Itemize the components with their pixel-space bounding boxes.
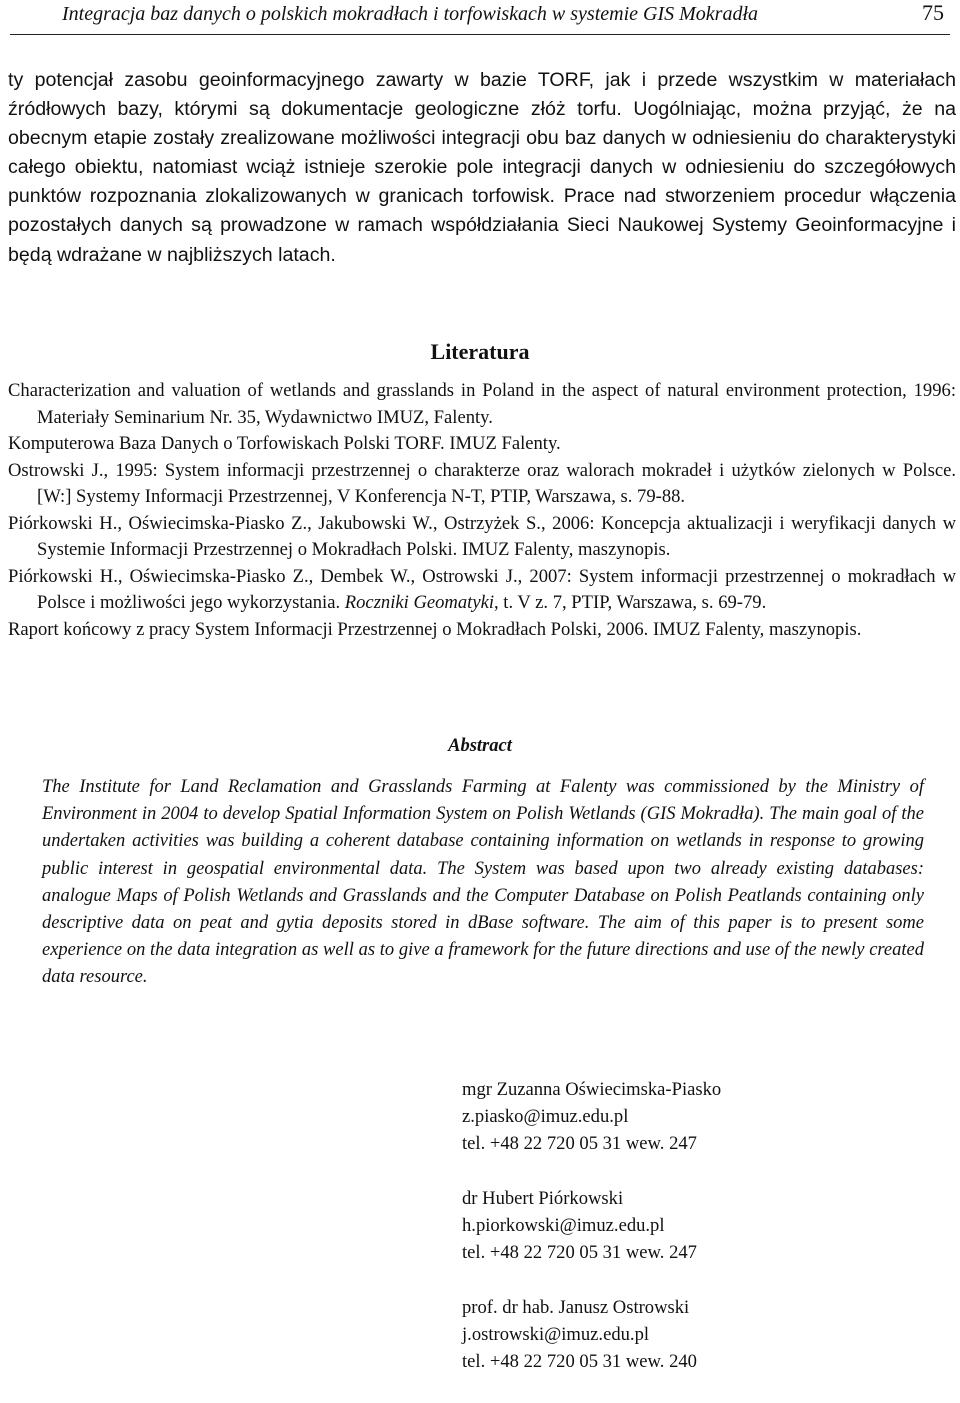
author-phone: tel. +48 22 720 05 31 wew. 247 <box>462 1133 697 1154</box>
reference-list <box>8 378 956 643</box>
reference-item <box>8 511 956 564</box>
reference-item <box>8 617 956 644</box>
body-paragraph: ty potencjał zasobu geoinformacyjnego zawarty w bazie TORF, jak i przede wszystkim w materiałach źródłowych bazy, którymi są dokumentacje geologiczne złóż torfu. Uogólniając, można przyjąć, że na obecnym etapie zostały zrealizowane możliwości integracji obu baz danych w odniesieniu do charakterystyki całego obiektu, natomiast wciąż istnieje szerokie pole integracji danych w odniesieniu do szczegółowych punktów rozpoznania zlokalizowanych w granicach torfowisk. Prace nad stworzeniem procedur włączenia pozostałych danych są prowadzone w ramach współdziałania Sieci Naukowej Systemy Geoinformacyjne i będą wdrażane w najbliższych latach. <box>8 69 956 266</box>
abstract-text: The Institute for Land Reclamation and Grasslands Farming at Falenty was commissioned by the Ministry of Environment in 2004 to develop Spatial Information System on Polish Wetlands (GIS Mokradła). The main goal of the undertaken activities was building a coherent database containing information on wetlands in response to growing public interest in geospatial environmental data. The System was based upon two already existing databases: analogue Maps of Polish Wetlands and Grasslands and the Computer Database on Polish Peatlands containing only descriptive data on peat and gytia deposits stored in dBase software. The aim of this paper is to present some experience on the data integration as well as to give a framework for the future directions and use of the newly created data resource. <box>42 777 924 988</box>
author-contact <box>462 1294 721 1375</box>
reference-text: Characterization and valuation of wetlands and grasslands in Poland in the aspect of natural environment protection, 1996: Materiały Seminarium Nr. 35, Wydawnictwo IMUZ, Falenty. <box>8 380 956 428</box>
reference-text: Piórkowski H., Oświecimska-Piasko Z., Dembek W., Ostrowski J., 2007: System informacji przestrzennej o mokradłach w Polsce i możliwości jego wykorzystania. <box>8 565 956 613</box>
reference-text: Komputerowa Baza Danych o Torfowiskach Polski TORF. IMUZ Falenty. <box>8 433 561 454</box>
reference-item <box>8 431 956 458</box>
literatura-heading: Literatura <box>430 339 530 364</box>
author-phone: tel. +48 22 720 05 31 wew. 240 <box>462 1351 697 1372</box>
running-header <box>10 0 950 35</box>
reference-text: , t. V z. 7, PTIP, Warszawa, s. 69-79. <box>494 592 767 613</box>
author-name: dr Hubert Piórkowski <box>462 1188 624 1209</box>
author-email: z.piasko@imuz.edu.pl <box>462 1106 629 1127</box>
author-contact <box>462 1076 721 1157</box>
author-email: j.ostrowski@imuz.edu.pl <box>462 1324 650 1345</box>
author-contacts <box>462 1076 721 1403</box>
reference-item <box>8 378 956 431</box>
reference-text: Ostrowski J., 1995: System informacji przestrzennej o charakterze oraz walorach mokradeł i użytków zielonych w Polsce. [W:] Systemy Informacji Przestrzennej, V Konferencja N-T, PTIP, Warszawa, s. 79-88. <box>8 459 956 507</box>
abstract-heading: Abstract <box>448 736 512 756</box>
reference-item <box>8 458 956 511</box>
reference-text: Piórkowski H., Oświecimska-Piasko Z., Jakubowski W., Ostrzyżek S., 2006: Koncepcja aktualizacji i weryfikacji danych w Systemie Informacji Przestrzennej o Mokradłach Polski. IMUZ Falenty, maszynopis. <box>8 512 956 560</box>
author-phone: tel. +48 22 720 05 31 wew. 247 <box>462 1242 697 1263</box>
author-name: mgr Zuzanna Oświecimska-Piasko <box>462 1079 722 1100</box>
reference-text: Raport końcowy z pracy System Informacji Przestrzennej o Mokradłach Polski, 2006. IMUZ Falenty, maszynopis. <box>8 618 862 640</box>
author-name: prof. dr hab. Janusz Ostrowski <box>462 1297 690 1318</box>
journal-title: Roczniki Geomatyki <box>344 592 494 613</box>
author-contact <box>462 1185 721 1266</box>
author-email: h.piorkowski@imuz.edu.pl <box>462 1215 665 1236</box>
running-header-title: Integracja baz danych o polskich mokradłach i torfowiskach w systemie GIS Mokradła <box>62 3 758 25</box>
page-number: 75 <box>922 0 944 25</box>
reference-item <box>8 564 956 617</box>
